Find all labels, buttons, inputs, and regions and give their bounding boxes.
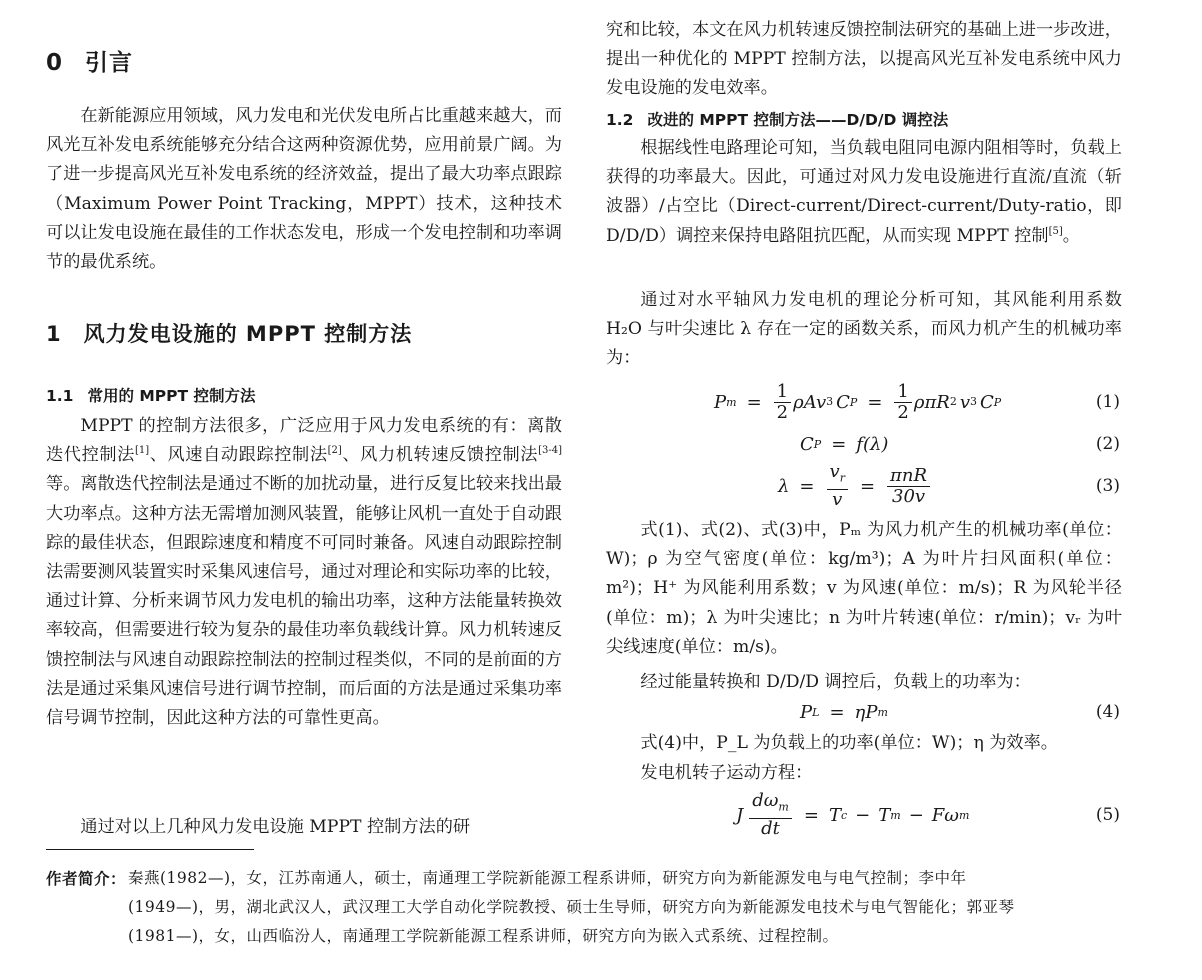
eq-subscript: r (839, 471, 845, 485)
numerator (749, 791, 792, 819)
equation-number: (2) (1095, 434, 1120, 454)
eq-fraction (894, 382, 911, 423)
eq-subscript: m (877, 705, 888, 719)
numerator (827, 462, 848, 490)
citation-ref: [5] (1048, 225, 1063, 237)
numerator: 1 (774, 382, 791, 403)
denominator: 2 (897, 401, 909, 423)
text-run: 、风速自动跟踪控制法 (149, 445, 328, 466)
eq-subscript: m (778, 800, 789, 814)
methods-paragraph (46, 412, 562, 733)
comparison-paragraph-continued: 究和比较，本文在风力机转速反馈控制法研究的基础上进一步改进，提出一种优化的 MPPT 控制方法，以提高风光互补发电系统中风力发电设施的发电效率。 (606, 20, 1122, 99)
author-line: (1981—)，女，山西临汾人，南通理工学院新能源工程系讲师，研究方向为嵌入式系统、过程控制。 (128, 927, 839, 945)
text-run: 根据线性电路理论可知，当负载电阻同电源内阻相等时，负载上获得的功率最大。因此，可通过对风力发电设施进行直流/直流（斩波器）/占空比（Direct-current/Direct-current/Duty-ratio，即 D/D/D）调控来保持电路阻抗匹配，从而实现 MPPT 控制 (606, 138, 1122, 246)
denominator: 2 (776, 401, 789, 423)
equation-number: (1) (1095, 392, 1120, 412)
equation-5: J $\frac{d\omega_m}{dt}$ = T c − T m − Fω m (5) (736, 790, 1120, 839)
eq-term: C (836, 391, 850, 413)
eq-subscript: P (993, 395, 1002, 409)
citation-ref: [1] (134, 445, 150, 457)
equation-3: λ = $\frac{v_r}{v}$ = $\frac{\text{πnR}}{30v}$ (3) (778, 461, 1120, 510)
citation-ref: [3-4] (538, 445, 562, 457)
eq-term: dω (752, 790, 779, 812)
subsection-title: 常用的 MPPT 控制方法 (87, 387, 256, 405)
equation-number: (3) (1095, 476, 1120, 496)
text-run: MPPT 的控制方法很多，广泛应用于风力发电系统的有：离散迭代控制法 (46, 416, 562, 466)
subsection-number: 1.1 (46, 387, 74, 405)
eq-subscript: P (813, 437, 822, 451)
citation-ref: [2] (327, 445, 342, 457)
author-line: (1949—)，男，湖北武汉人，武汉理工大学自动化学院教授、硕士生导师，研究方向为新能源发电技术与电气智能化；郭亚琴 (128, 898, 1015, 916)
denominator: 30v (892, 485, 926, 507)
equation-2: C P = f(λ) (2) (800, 433, 1120, 455)
eq-symbol: P (800, 701, 813, 723)
section-title: 风力发电设施的 MPPT 控制方法 (83, 322, 413, 346)
section-1-heading (46, 318, 412, 348)
eq-term: T (828, 804, 841, 826)
eq-fraction (774, 382, 791, 423)
denominator: dt (761, 817, 780, 839)
variable-definitions-paragraph: 式(1)、式(2)、式(3)中，Pₘ 为风力机产生的机械功率(单位：W)；ρ 为空气密度(单位：kg/m³)；A 为叶片扫风面积(单位：m²)；H⁺ 为风能利用系数；v 为风速(单位：m/s)；R 为风轮半径(单位：m)；λ 为叶尖速比；n 为叶片转速(单位：r/min)；vᵣ 为叶尖线速度(单位：m/s)。 (606, 520, 1122, 657)
wind-power-paragraph: 通过对水平轴风力发电机的理论分析可知，其风能利用系数 H₂O 与叶尖速比 λ 存在一定的函数关系，而风力机产生的机械功率为： (606, 290, 1122, 369)
author-line: 秦燕(1982—)，女，江苏南通人，硕士，南通理工学院新能源工程系讲师，研究方向为新能源发电与电气控制；李中年 (128, 869, 967, 887)
numerator: πnR (887, 466, 930, 487)
eq-term: T (878, 804, 891, 826)
eq-fraction (749, 791, 792, 839)
eq-symbol: λ (778, 475, 790, 497)
intro-paragraph: 在新能源应用领域，风力发电和光伏发电所占比重越来越大，而风光互补发电系统能够充分结合这两种资源优势，应用前景广阔。为了进一步提高风光互补发电系统的经济效益，提出了最大功率点跟踪（Maximum Power Point Tracking，MPPT）技术，这种技术可以让发电设施在最佳的工作状态发电，形成一个发电控制和功率调节的最优系统。 (46, 106, 562, 273)
equation-4: P L = ηP m (4) (800, 701, 1120, 723)
eq-symbol: J (736, 804, 744, 826)
subsection-1-2-heading (606, 108, 948, 130)
eq-fraction (887, 466, 930, 507)
subsection-title: 改进的 MPPT 控制方法——D/D/D 调控法 (647, 111, 949, 129)
subsection-number: 1.2 (606, 111, 634, 129)
eq-term: Fω (931, 804, 959, 826)
numerator: 1 (894, 382, 911, 403)
text-run: 、风力机转速反馈控制法 (341, 445, 539, 466)
load-power-intro: 经过能量转换和 D/D/D 调控后，负载上的功率为： (640, 672, 1031, 692)
impedance-paragraph (606, 134, 1122, 251)
text-run: 等。离散迭代控制法是通过不断的加扰动量，进行反复比较来找出最大功率点。这种方法无需增加测风装置，能够让风机一直处于自动跟踪的最佳状态，但跟踪速度和精度不可同时兼备。风速自动跟踪控制法需要测风装置实时采集风速信号，通过对理论和实际功率的比较，通过计算、分析来调节风力发电机的输出功率，这种方法能量转换效率较高，但需要进行较为复杂的最佳功率负载线计算。风力机转速反馈控制法与风速自动跟踪控制法的控制过程类似，不同的是前面的方法是通过采集风速信号进行调节控制，而后面的方法是通过采集功率信号调节控制，因此这种方法的可靠性更高。 (46, 474, 562, 729)
eq-fraction (827, 462, 848, 510)
author-footnote-label: 作者简介： (46, 869, 127, 888)
eq-term: f(λ) (856, 433, 889, 455)
eq-subscript: m (726, 395, 737, 409)
eq-term: ηP (854, 701, 878, 723)
eq-term: ρπR (913, 391, 950, 413)
eq-subscript: m (890, 808, 901, 822)
eq-symbol: P (714, 391, 727, 413)
eq-term: v (959, 391, 971, 413)
denominator: v (832, 488, 843, 510)
eq-term: C (980, 391, 994, 413)
section-number: 1 (46, 322, 62, 346)
eq-subscript: L (812, 705, 820, 719)
eq-subscript: P (849, 395, 858, 409)
eq-subscript: m (958, 808, 970, 822)
eq-term: ρAv (793, 391, 827, 413)
rotor-equation-intro: 发电机转子运动方程： (640, 763, 813, 783)
equation-number: (5) (1095, 805, 1120, 825)
load-power-definition: 式(4)中，P_L 为负载上的功率(单位：W)；η 为效率。 (640, 733, 1058, 753)
eq-symbol: C (800, 433, 814, 455)
equation-1: P m = $\frac{1}{2}$ ρAv 3 C P = $\frac{1}{2}$ ρπR 2 v 3 C P (1) (714, 380, 1120, 423)
section-title: 引言 (85, 50, 134, 76)
eq-subscript: c (840, 808, 848, 822)
subsection-1-1-heading (46, 384, 255, 406)
text-run: 。 (1062, 225, 1080, 246)
footnote-rule (46, 849, 254, 850)
equation-number: (4) (1095, 702, 1120, 722)
comparison-paragraph-start: 通过对以上几种风力发电设施 MPPT 控制方法的研 (80, 817, 471, 837)
eq-term: v (829, 461, 840, 483)
section-0-heading (46, 44, 133, 77)
section-number: 0 (46, 50, 64, 76)
